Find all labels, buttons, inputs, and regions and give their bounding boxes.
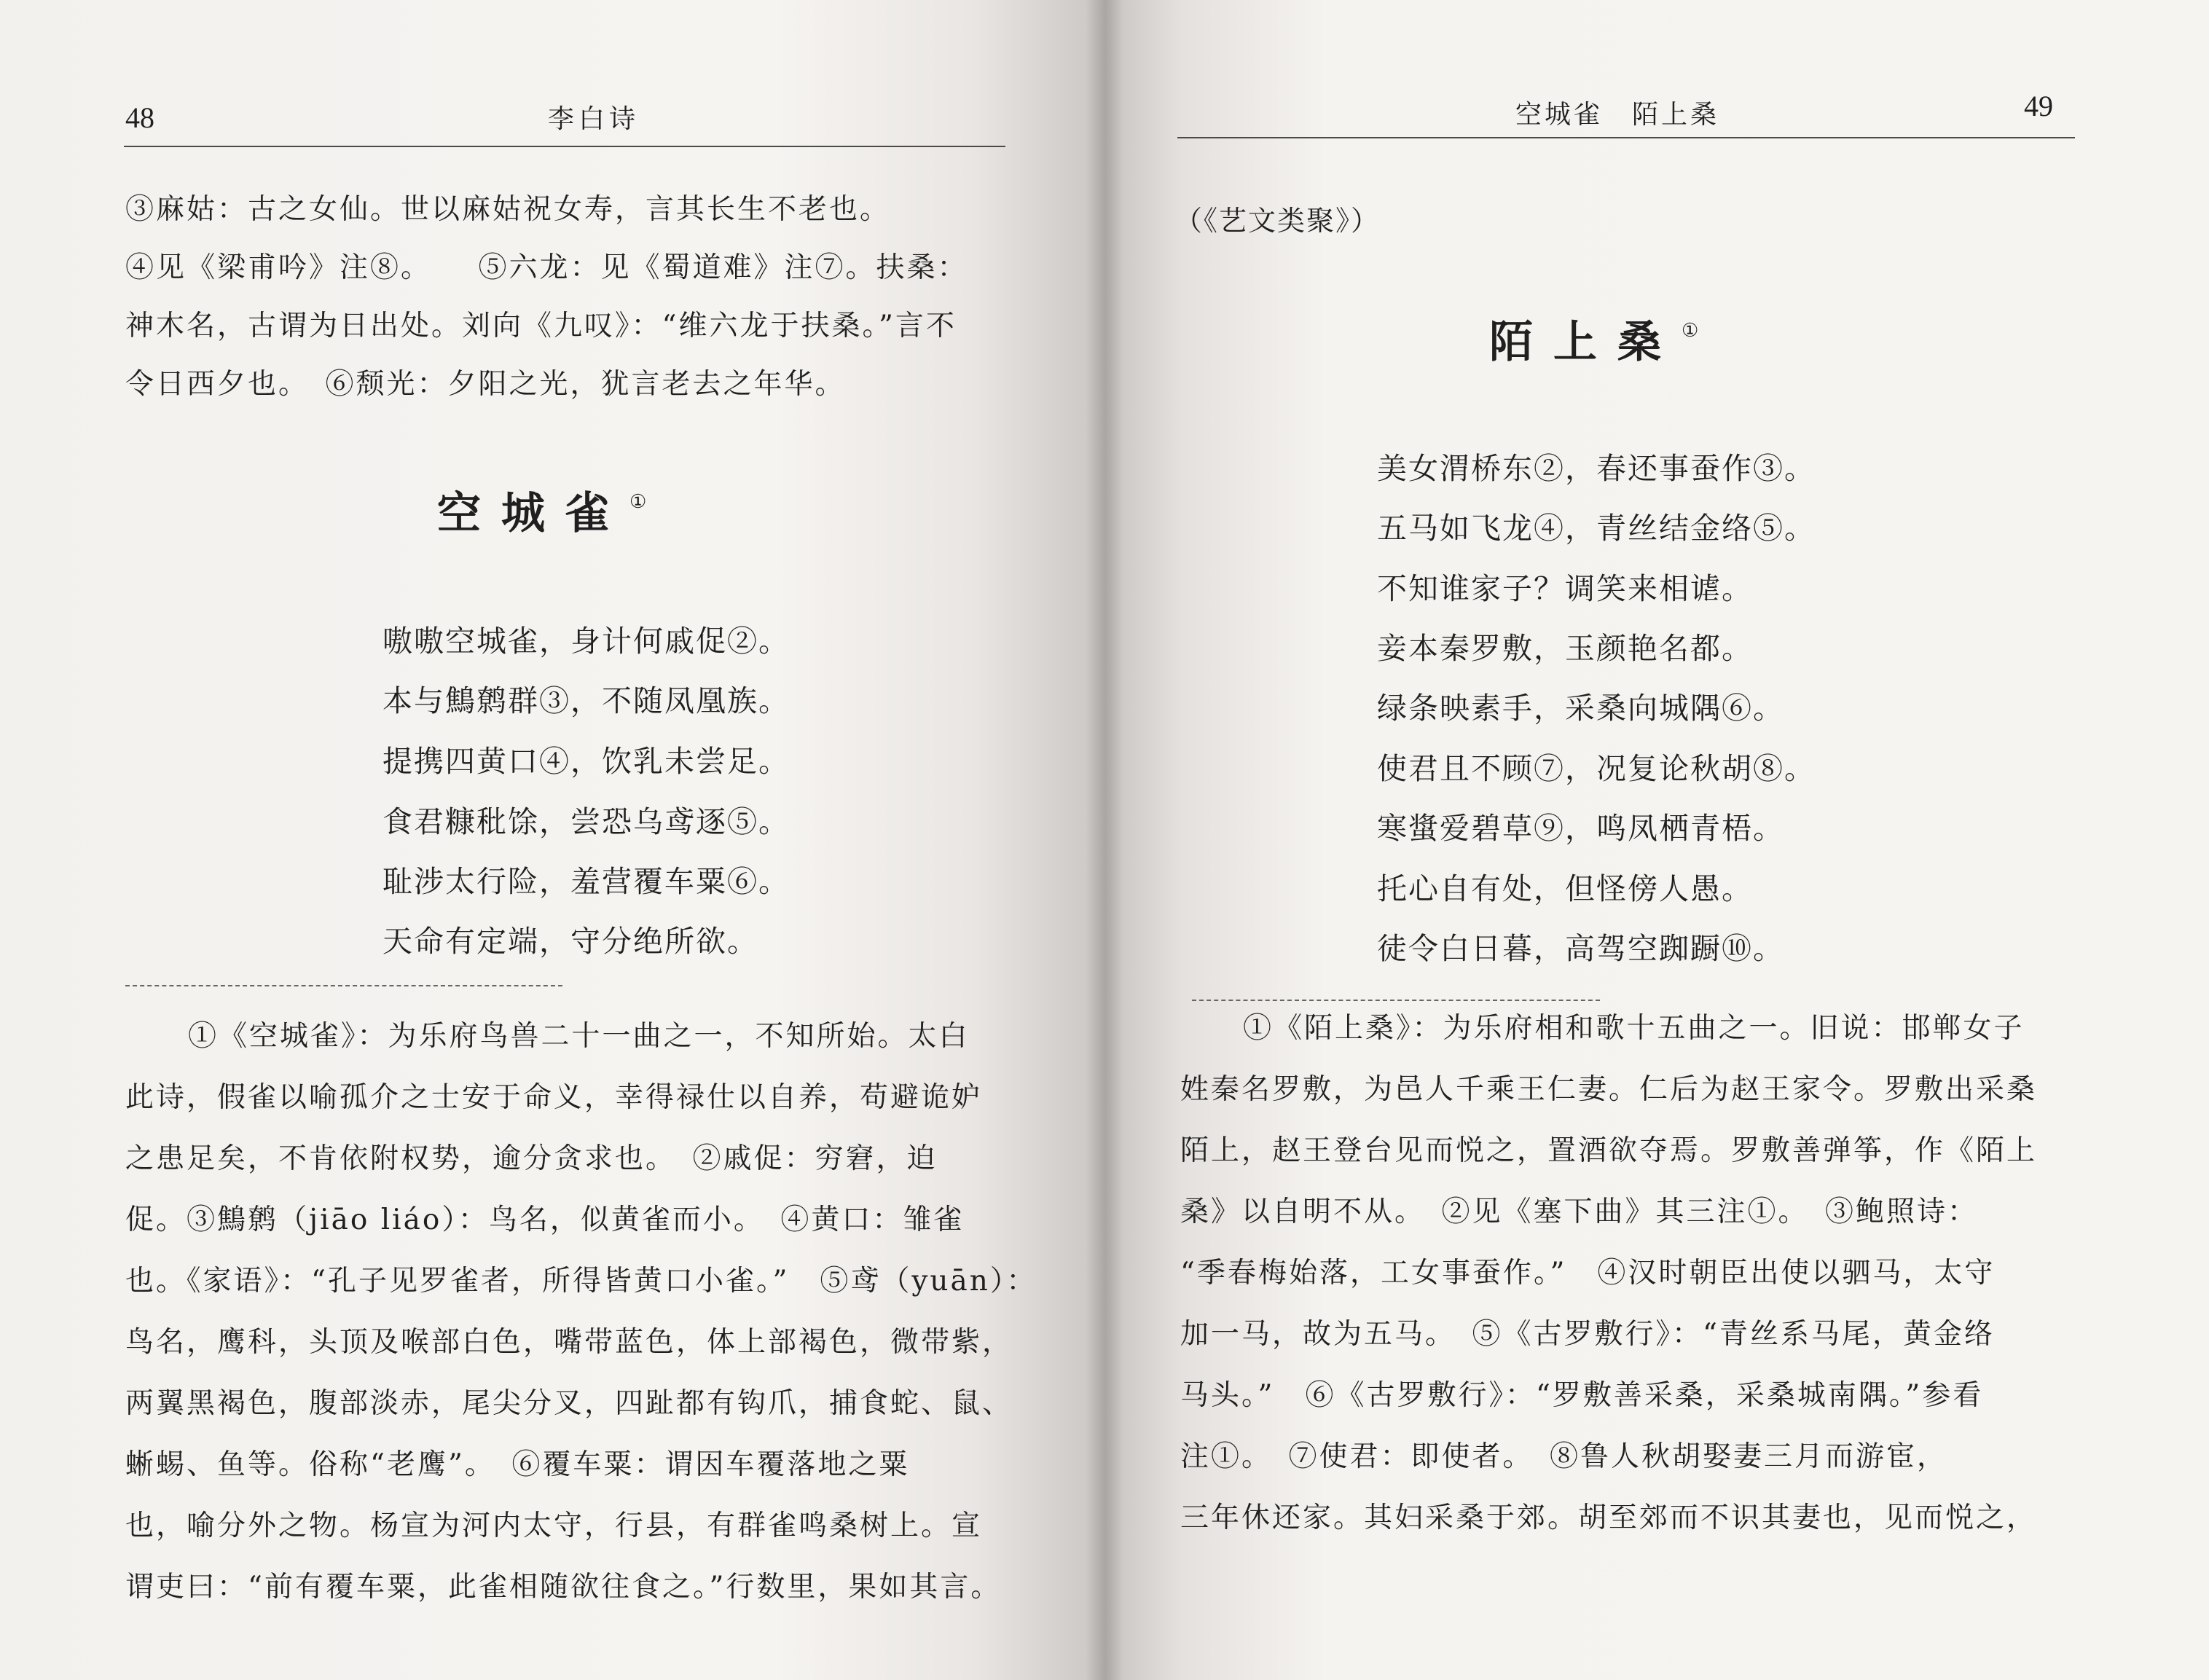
note-line: ①《陌上桑》：为乐府相和歌十五曲之一。旧说：邯郸女子 [1243, 1012, 2025, 1045]
source-citation: （《艺文类聚》） [1174, 205, 1381, 237]
poem-line: 妾本秦罗敷，玉颜艳名都。 [1377, 631, 1753, 666]
note-line: 之患足矣，不肯依附权势，逾分贪求也。 ②戚促：穷窘，迫 [125, 1142, 938, 1175]
note-line: 谓吏曰：“前有覆车粟，此雀相随欲往食之。”行数里，果如其言。 [125, 1571, 1002, 1604]
left-running-header: 李白诗 [548, 104, 640, 134]
note-line: 加一马，故为五马。 ⑤《古罗敷行》：“青丝系马尾，黄金络 [1180, 1318, 1995, 1351]
left-poem-title: 空城雀① [437, 488, 647, 539]
poem-line: 托心自有处，但怪傍人愚。 [1377, 871, 1753, 906]
note-line: 马头。” ⑥《古罗敷行》：“罗敷善采桑，采桑城南隅。”参看 [1180, 1379, 1984, 1412]
poem-line: 天命有定端，守分绝所欲。 [382, 924, 758, 959]
note-line: “季春梅始落，工女事蚕作。” ④汉时朝臣出使以驷马，太守 [1180, 1257, 1996, 1290]
left-page-number: 48 [125, 101, 154, 134]
left-header-rule [124, 146, 1005, 147]
book-gutter-shadow [1086, 0, 1123, 1680]
note-line: 促。③鷦鹩（jiāo liáo）：鸟名，似黄雀而小。 ④黄口：雏雀 [125, 1204, 965, 1236]
right-notes-divider [1192, 1000, 1600, 1001]
poem-line: 使君且不顾⑦，况复论秋胡⑧。 [1377, 751, 1816, 786]
note-line: 两翼黑褐色，腹部淡赤，尾尖分叉，四趾都有钩爪，捕食蛇、鼠、 [125, 1387, 1013, 1420]
right-page [1104, 0, 2209, 1680]
title-footnote-mark: ① [629, 491, 647, 513]
top-note-line: 神木名，古谓为日出处。刘向《九叹》：“维六龙于扶桑。”言不 [125, 310, 957, 342]
right-header-rule [1177, 137, 2075, 138]
note-line: 也，喻分外之物。杨宣为河内太守，行县，有群雀鸣桑树上。宣 [125, 1510, 983, 1542]
note-line: 也。《家语》：“孔子见罗雀者，所得皆黄口小雀。” ⑤鸢（yuān）： [125, 1265, 1037, 1298]
left-notes-divider [125, 985, 562, 986]
poem-line: 嗷嗷空城雀，身计何戚促②。 [382, 624, 790, 659]
poem-line: 耻涉太行险，羞营覆车粟⑥。 [382, 864, 790, 899]
top-note-line: 令日西夕也。 ⑥颓光：夕阳之光，犹言老去之年华。 [125, 368, 846, 401]
poem-line: 五马如飞龙④，青丝结金络⑤。 [1377, 511, 1816, 546]
right-poem-title: 陌上桑① [1489, 317, 1699, 368]
note-line: 蜥蜴、鱼等。俗称“老鹰”。 ⑥覆车粟：谓因车覆落地之粟 [125, 1448, 910, 1481]
poem-line: 不知谁家子？调笑来相谑。 [1377, 571, 1753, 606]
poem-line: 提携四黄口④，饮乳未尝足。 [382, 744, 790, 779]
right-page-number: 49 [2024, 90, 2053, 122]
poem-line: 本与鷦鹩群③，不随凤凰族。 [382, 683, 790, 718]
note-line: 三年休还家。其妇采桑于郊。胡至郊而不识其妻也，见而悦之， [1180, 1502, 2038, 1534]
top-note-line: ③麻姑：古之女仙。世以麻姑祝女寿，言其长生不老也。 [125, 193, 891, 226]
poem-line: 绿条映素手，采桑向城隅⑥。 [1377, 691, 1784, 726]
note-line: ①《空城雀》：为乐府鸟兽二十一曲之一，不知所始。太白 [188, 1020, 970, 1053]
right-running-header: 空城雀 陌上桑 [1515, 100, 1720, 130]
note-line: 鸟名，鹰科，头顶及喉部白色，嘴带蓝色，体上部褐色，微带紫， [125, 1326, 1013, 1359]
poem-line: 寒螀爱碧草⑨，鸣凤栖青梧。 [1377, 811, 1784, 846]
note-line: 此诗，假雀以喻孤介之士安于命义，幸得禄仕以自养，苟避诡妒 [125, 1081, 983, 1114]
title-footnote-mark: ① [1682, 320, 1699, 342]
poem-line: 食君糠秕馀，尝恐乌鸢逐⑤。 [382, 804, 790, 839]
note-line: 桑》以自明不从。 ②见《塞下曲》其三注①。 ③鲍照诗： [1180, 1196, 1979, 1228]
poem-line: 美女渭桥东②，春还事蚕作③。 [1377, 451, 1816, 486]
top-note-line: ④见《梁甫吟》注⑧。 ⑤六龙：见《蜀道难》注⑦。扶桑： [125, 251, 968, 284]
note-line: 注①。 ⑦使君：即使者。 ⑧鲁人秋胡娶妻三月而游宦， [1180, 1440, 1948, 1473]
left-page [0, 0, 1104, 1680]
note-line: 陌上，赵王登台见而悦之，置酒欲夺焉。罗敷善弹筝，作《陌上 [1180, 1134, 2038, 1167]
note-line: 姓秦名罗敷，为邑人千乘王仁妻。仁后为赵王家令。罗敷出采桑 [1180, 1073, 2038, 1106]
poem-line: 徒令白日暮，高驾空踟蹰⑩。 [1377, 931, 1784, 966]
